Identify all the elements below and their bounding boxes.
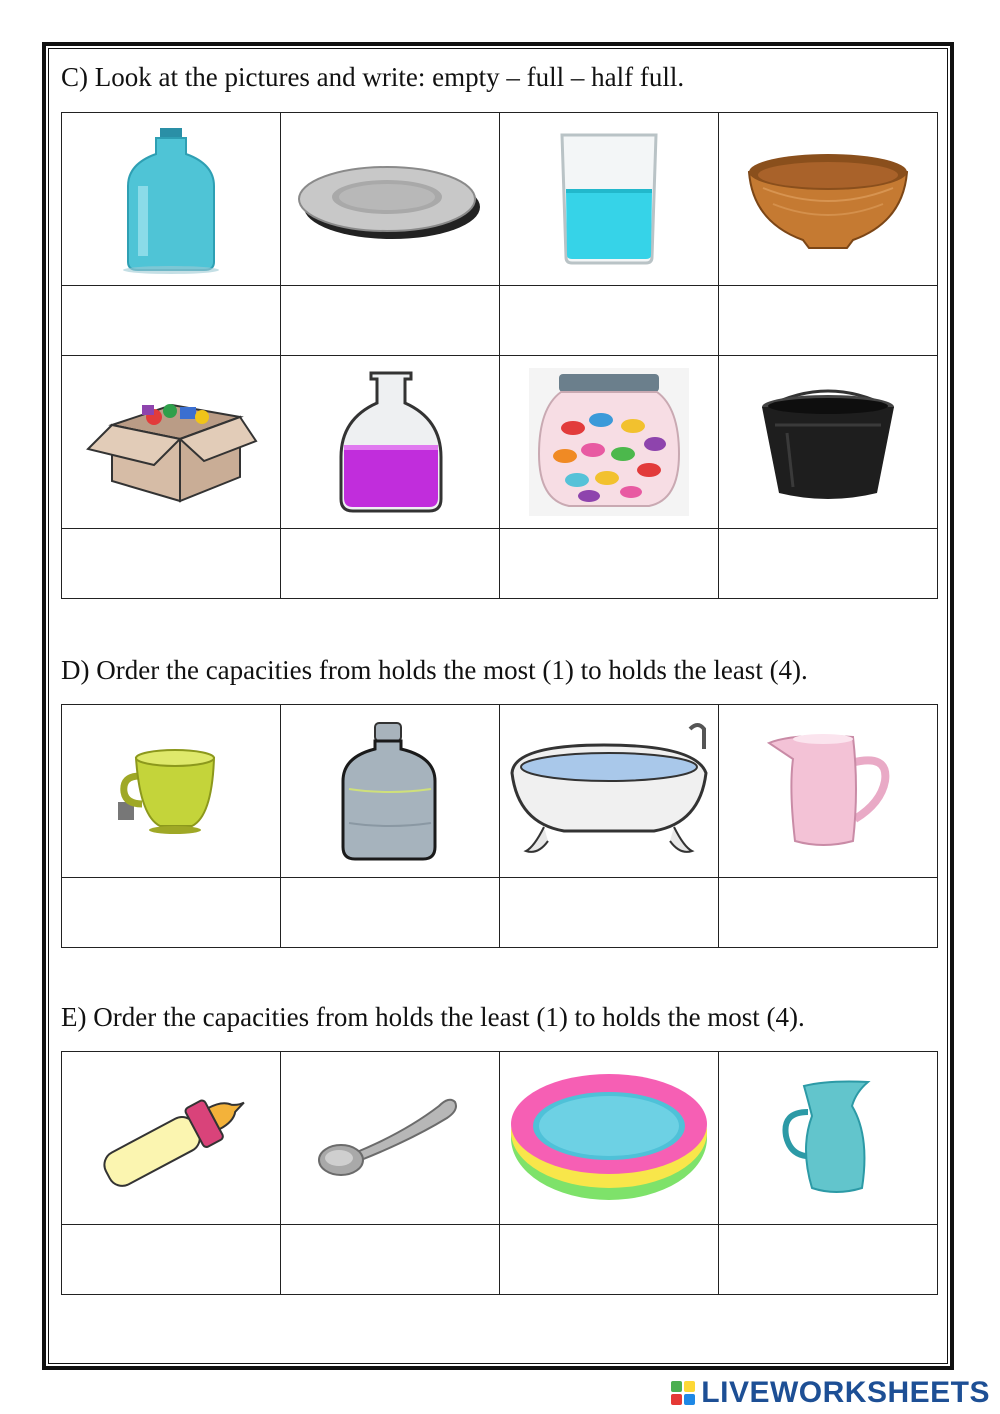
picture-cell (62, 705, 281, 878)
flask-icon (333, 367, 448, 517)
picture-row (62, 356, 938, 529)
section-e-heading: E) Order the capacities from holds the least (1) to holds the most (4). (61, 1002, 805, 1032)
candy-jar-icon (529, 368, 689, 516)
answer-row (62, 286, 938, 356)
picture-row (62, 1052, 938, 1225)
pitcher-icon (763, 729, 893, 854)
answer-cell (719, 878, 938, 948)
answer-cell (281, 529, 500, 599)
picture-cell (62, 356, 281, 529)
answer-cell (719, 529, 938, 599)
picture-row (62, 705, 938, 878)
picture-cell (281, 705, 500, 878)
picture-cell (500, 1052, 719, 1225)
answer-cell (62, 529, 281, 599)
logo-square (671, 1381, 682, 1392)
picture-cell (719, 705, 938, 878)
answer-cell (62, 286, 281, 356)
answer-row (62, 529, 938, 599)
answer-row (62, 1225, 938, 1295)
picture-cell (62, 113, 281, 286)
bottle-icon (116, 124, 226, 274)
answer-field[interactable] (500, 286, 718, 355)
answer-field[interactable] (281, 529, 499, 598)
logo-square (671, 1394, 682, 1405)
answer-cell (500, 529, 719, 599)
answer-field[interactable] (500, 529, 718, 598)
answer-cell (500, 878, 719, 948)
answer-field[interactable] (62, 286, 280, 355)
answer-cell (281, 878, 500, 948)
bucket-icon (753, 377, 903, 507)
bathtub-icon (504, 719, 714, 864)
answer-field[interactable] (281, 286, 499, 355)
logo-square (684, 1394, 695, 1405)
section-d-heading: D) Order the capacities from holds the most (1) to holds the least (4). (61, 655, 808, 685)
picture-cell (500, 705, 719, 878)
picture-cell (500, 113, 719, 286)
picture-cell (281, 356, 500, 529)
liveworksheets-brand (671, 1376, 990, 1410)
water-jug-icon (335, 719, 445, 864)
answer-field[interactable] (500, 878, 718, 947)
answer-cell (62, 1225, 281, 1295)
answer-field[interactable] (719, 878, 937, 947)
jug-icon (778, 1076, 878, 1201)
picture-cell (281, 113, 500, 286)
answer-field[interactable] (500, 1225, 718, 1294)
answer-field[interactable] (719, 529, 937, 598)
baby-bottle-icon (84, 1083, 259, 1193)
answer-row (62, 878, 938, 948)
picture-row (62, 113, 938, 286)
picture-cell (281, 1052, 500, 1225)
section-c-table (61, 112, 938, 599)
answer-field[interactable] (281, 878, 499, 947)
answer-field[interactable] (719, 1225, 937, 1294)
brand-name: LIVEWORKSHEETS (701, 1376, 990, 1409)
bowl-icon (743, 144, 913, 254)
answer-cell (719, 286, 938, 356)
answer-field[interactable] (62, 529, 280, 598)
picture-cell (719, 356, 938, 529)
answer-field[interactable] (62, 878, 280, 947)
section-e-table (61, 1051, 938, 1295)
liveworksheets-logo-icon (671, 1381, 695, 1405)
answer-cell (281, 286, 500, 356)
answer-field[interactable] (281, 1225, 499, 1294)
plate-icon (295, 149, 485, 249)
section-d-table (61, 704, 938, 948)
box-icon (84, 377, 259, 507)
picture-cell (719, 1052, 938, 1225)
glass-icon (554, 129, 664, 269)
picture-cell (500, 356, 719, 529)
paddling-pool-icon (507, 1068, 712, 1208)
answer-cell (719, 1225, 938, 1295)
cup-icon (116, 746, 226, 836)
answer-cell (62, 878, 281, 948)
answer-field[interactable] (719, 286, 937, 355)
answer-field[interactable] (62, 1225, 280, 1294)
spoon-icon (315, 1088, 465, 1188)
logo-square (684, 1381, 695, 1392)
picture-cell (62, 1052, 281, 1225)
section-c-heading: C) Look at the pictures and write: empty – full – half full. (61, 62, 685, 92)
answer-cell (500, 286, 719, 356)
answer-cell (500, 1225, 719, 1295)
picture-cell (719, 113, 938, 286)
answer-cell (281, 1225, 500, 1295)
